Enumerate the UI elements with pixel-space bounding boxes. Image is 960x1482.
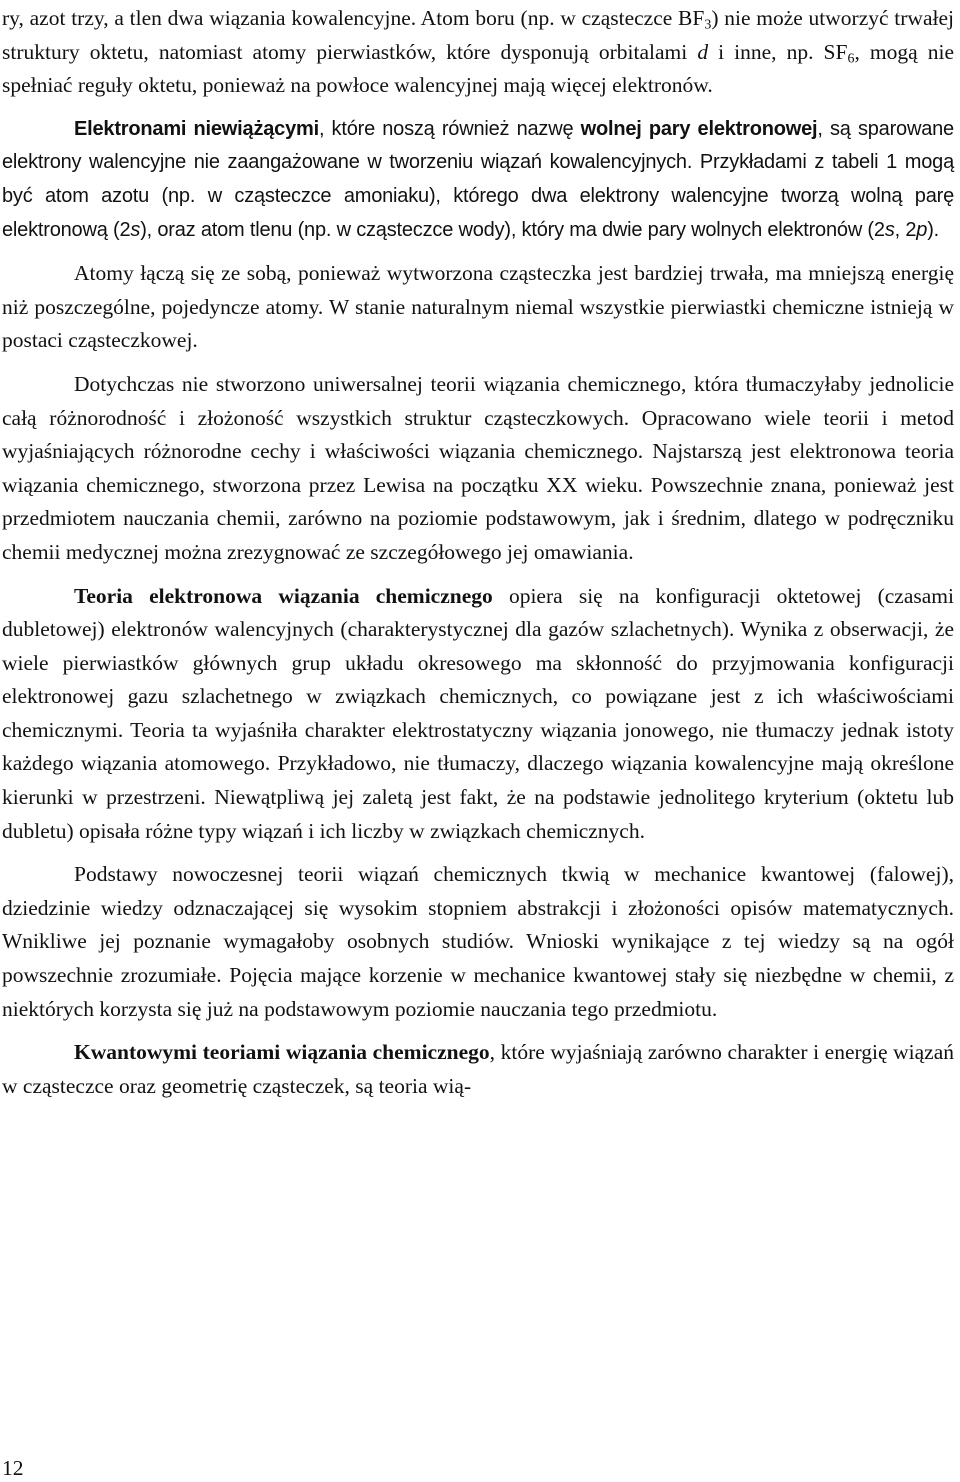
text-run: i inne, np. SF: [708, 39, 848, 64]
bold-term: wolnej pary elektronowej: [580, 117, 818, 140]
paragraph-quantum-theories: [2, 1036, 954, 1103]
page-number: 12: [2, 1456, 24, 1480]
text-run: , są sparowane elektrony walencyjne nie zaangażowane w tworzeniu wiązań kowalencyjnych. Przykładami z tabeli 1 mogą być atom azotu (np. w cząsteczce amoniaku), którego dwa elektrony walencyjne tworzą wolną parę elektronową (2: [2, 117, 954, 241]
italic-term: s: [884, 218, 895, 241]
italic-term: p: [916, 218, 928, 241]
subscript: 6: [847, 51, 855, 67]
text-run: , 2: [894, 218, 917, 241]
bold-term: Elektronami niewiążącymi: [74, 117, 319, 140]
bold-term: Teoria elektronowa wiązania chemicznego: [74, 583, 493, 608]
paragraph-octet-exceptions: [2, 2, 954, 103]
italic-term: d: [697, 39, 709, 64]
paragraph-bonding-theories: Dotychczas nie stworzono uniwersalnej teorii wiązania chemicznego, która tłumaczyłaby jednolicie całą różnorodność i złożoność wszystkich struktur cząsteczkowych. Opracowano wiele teorii i metod wyjaśniających różnorodne cechy i właściwości wiązania chemicznego. Najstarszą jest elektronowa teoria wiązania chemicznego, stworzona przez Lewisa na początku XX wieku. Powszechnie znana, ponieważ jest przedmiotem nauczania chemii, zarówno na poziomie podstawowym, jak i średnim, dlatego w podręczniku chemii medycznej można zrezygnować ze szczegółowego jej omawiania.: [2, 371, 954, 564]
text-run: , mogą nie spełniać reguły oktetu, ponieważ na powłoce walencyjnej mają więcej elektronów.: [2, 39, 954, 98]
text-run: , które wyjaśniają zarówno charakter i energię wiązań w cząsteczce oraz geometrię cząsteczek, są teoria wią-: [2, 1040, 954, 1098]
text-run: ).: [927, 218, 940, 241]
paragraph-electron-theory: [2, 580, 954, 849]
paragraph-quantum-mechanics: Podstawy nowoczesnej teorii wiązań chemicznych tkwią w mechanice kwantowej (falowej), dziedzinie wiedzy odznaczającej się wysokim stopniem abstrakcji i złożoności opisów matematycznych. Wnikliwe jej poznanie wymagałoby osobnych studiów. Wnioski wynikające z tej wiedzy są na ogół powszechnie zrozumiałe. Pojęcia mające korzenie w mechanice kwantowej stały się niezbędne w chemii, z niektórych korzysta się już na podstawowym poziomie nauczania tego przedmiotu.: [2, 862, 954, 1021]
subscript: 3: [704, 17, 712, 33]
italic-term: s: [130, 218, 141, 241]
text-run: ry, azot trzy, a tlen dwa wiązania kowalencyjne. Atom boru (np. w cząsteczce BF: [2, 6, 705, 30]
text-run: ) nie może utworzyć trwałej struktury oktetu, natomiast atomy pierwiastków, które dysponują orbitalami: [2, 6, 954, 64]
paragraph-molecule-stability: Atomy łączą się ze sobą, ponieważ wytworzona cząsteczka jest bardziej trwała, ma mniejszą energię niż poszczególne, pojedyncze atomy. W stanie naturalnym niemal wszystkie pierwiastki chemiczne istnieją w postaci cząsteczkowej.: [2, 261, 954, 353]
bold-term: Kwantowymi teoriami wiązania chemicznego: [74, 1040, 490, 1065]
text-run: opiera się na konfiguracji oktetowej (czasami dubletowej) elektronów walencyjnych (charakterystycznej dla gazów szlachetnych). Wynika z obserwacji, że wiele pierwiastków głównych grup układu okresowego ma skłonność do przyjmowania konfiguracji elektronowej gazu szlachetnego w związkach chemicznych, co powiązane jest z ich właściwościami chemicznymi. Teoria ta wyjaśniła charakter elektrostatyczny wiązania jonowego, nie tłumaczy jednak istoty każdego wiązania atomowego. Przykładowo, nie tłumaczy, dlaczego wiązania kowalencyjne mają określone kierunki w przestrzeni. Niewątpliwą jej zaletą jest fakt, że na podstawie jednolitego kryterium (oktetu lub dubletu) opisała różne typy wiązań i ich liczby w związkach chemicznych.: [2, 583, 954, 843]
text-run: ), oraz atom tlenu (np. w cząsteczce wody), który ma dwie pary wolnych elektronów (2: [140, 218, 885, 241]
text-run: , które noszą również nazwę: [318, 117, 581, 140]
paragraph-lone-pairs: [2, 113, 954, 247]
